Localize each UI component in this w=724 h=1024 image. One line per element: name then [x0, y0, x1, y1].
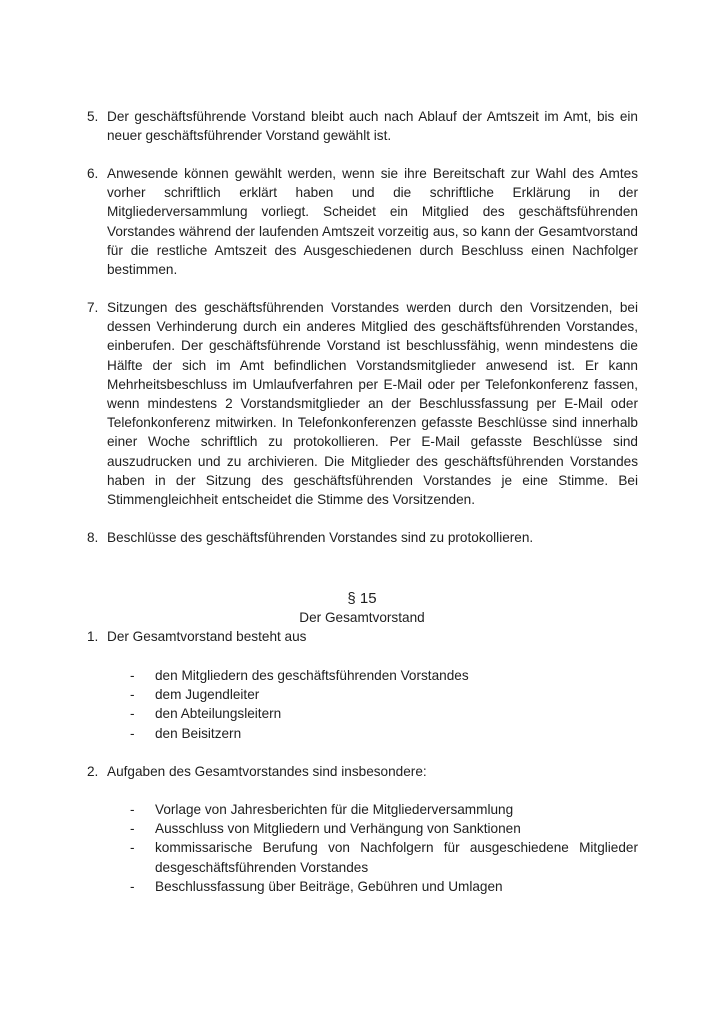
bullet-text: dem Jugendleiter: [155, 687, 260, 703]
list-item: [87, 528, 638, 547]
dash-icon: -: [130, 821, 135, 837]
bullet-item: [130, 724, 638, 743]
bullet-item: [130, 666, 638, 685]
bullet-item: [130, 685, 638, 704]
list-item: [87, 298, 638, 509]
item-number: 5.: [87, 109, 99, 124]
bullet-item: [130, 877, 638, 896]
dash-icon: -: [130, 878, 135, 894]
list-item: [87, 164, 638, 279]
item-number: 7.: [87, 300, 99, 315]
list-item: [87, 107, 638, 145]
bullet-text: den Mitgliedern des geschäftsführenden Vorstandes: [155, 668, 469, 683]
item-number: 6.: [87, 166, 99, 181]
section-title: Der Gesamtvorstand: [299, 610, 425, 625]
bullet-text: Vorlage von Jahresberichten für die Mitgliederversammlung: [155, 802, 514, 817]
item-text: Aufgaben des Gesamtvorstandes sind insbesondere:: [107, 764, 427, 779]
item-text: Beschlüsse des geschäftsführenden Vorstandes sind zu protokollieren.: [107, 530, 534, 545]
bullet-text: den Beisitzern: [155, 725, 242, 741]
item-number: 8.: [87, 530, 99, 545]
item-text: Der Gesamtvorstand besteht aus: [107, 629, 307, 644]
bullet-text: Ausschluss von Mitgliedern und Verhängung von Sanktionen: [155, 821, 521, 837]
bullet-item: [130, 704, 638, 723]
bullet-text: den Abteilungsleitern: [155, 706, 282, 722]
bullet-list: [130, 666, 638, 743]
list-item: [87, 762, 638, 781]
bullet-item: [130, 800, 638, 819]
bullet-text: kommissarische Berufung von Nachfolgern für ausgeschiedene Mitglieder desgeschäftsführenden Vorstandes: [155, 840, 638, 875]
dash-icon: -: [130, 802, 135, 817]
dash-icon: -: [130, 668, 135, 683]
list-item: [87, 627, 638, 646]
dash-icon: -: [130, 840, 135, 856]
item-text: Anwesende können gewählt werden, wenn sie ihre Bereitschaft zur Wahl des Amtes vorher schriftlich erklärt haben und die schriftliche Erklärung in der Mitgliederversammlung vorliegt. Scheidet ein Mitglied des geschäftsführenden Vorstandes während der laufenden Amtszeit vorzeitig aus, so kann der Gesamtvorstand für die restliche Amtszeit des Ausgeschiedenen durch Beschluss einen Nachfolger bestimmen.: [107, 166, 638, 278]
bullet-item: [130, 838, 638, 876]
item-text: Der geschäftsführende Vorstand bleibt auch nach Ablauf der Amtszeit im Amt, bis ein neuer geschäftsführender Vorstand gewählt ist.: [107, 109, 638, 144]
dash-icon: -: [130, 725, 135, 741]
item-number: 1.: [87, 629, 99, 644]
bullet-text: Beschlussfassung über Beiträge, Gebühren und Umlagen: [155, 878, 503, 894]
item-text: Sitzungen des geschäftsführenden Vorstandes werden durch den Vorsitzenden, bei dessen Verhinderung durch ein anderes Mitglied des geschäftsführenden Vorstandes, einberufen. Der geschäftsführende Vorstand ist beschlussfähig, wenn mindestens die Hälfte der sich im Amt befindlichen Vorstandsmitglieder anwesend ist. Er kann Mehrheitsbeschluss im Umlaufverfahren per E-Mail oder per Telefonkonferenz fassen, wenn mindestens 2 Vorstandsmitglieder an der Beschlussfassung per E-Mail oder Telefonkonferenz mitwirken. In Telefonkonferenzen gefasste Beschlüsse sind innerhalb einer Woche schriftlich zu protokollieren. Per E-Mail gefasste Beschlüsse sind auszudrucken und zu archivieren. Die Mitglieder des geschäftsführenden Vorstandes haben in der Sitzung des geschäftsführenden Vorstandes je eine Stimme. Bei Stimmengleichheit entscheidet die Stimme des Vorsitzenden.: [107, 300, 638, 508]
dash-icon: -: [130, 706, 135, 722]
dash-icon: -: [130, 687, 135, 703]
bullet-list: [130, 800, 638, 896]
item-number: 2.: [87, 764, 99, 779]
bullet-item: [130, 819, 638, 838]
section-number: § 15: [347, 590, 377, 607]
